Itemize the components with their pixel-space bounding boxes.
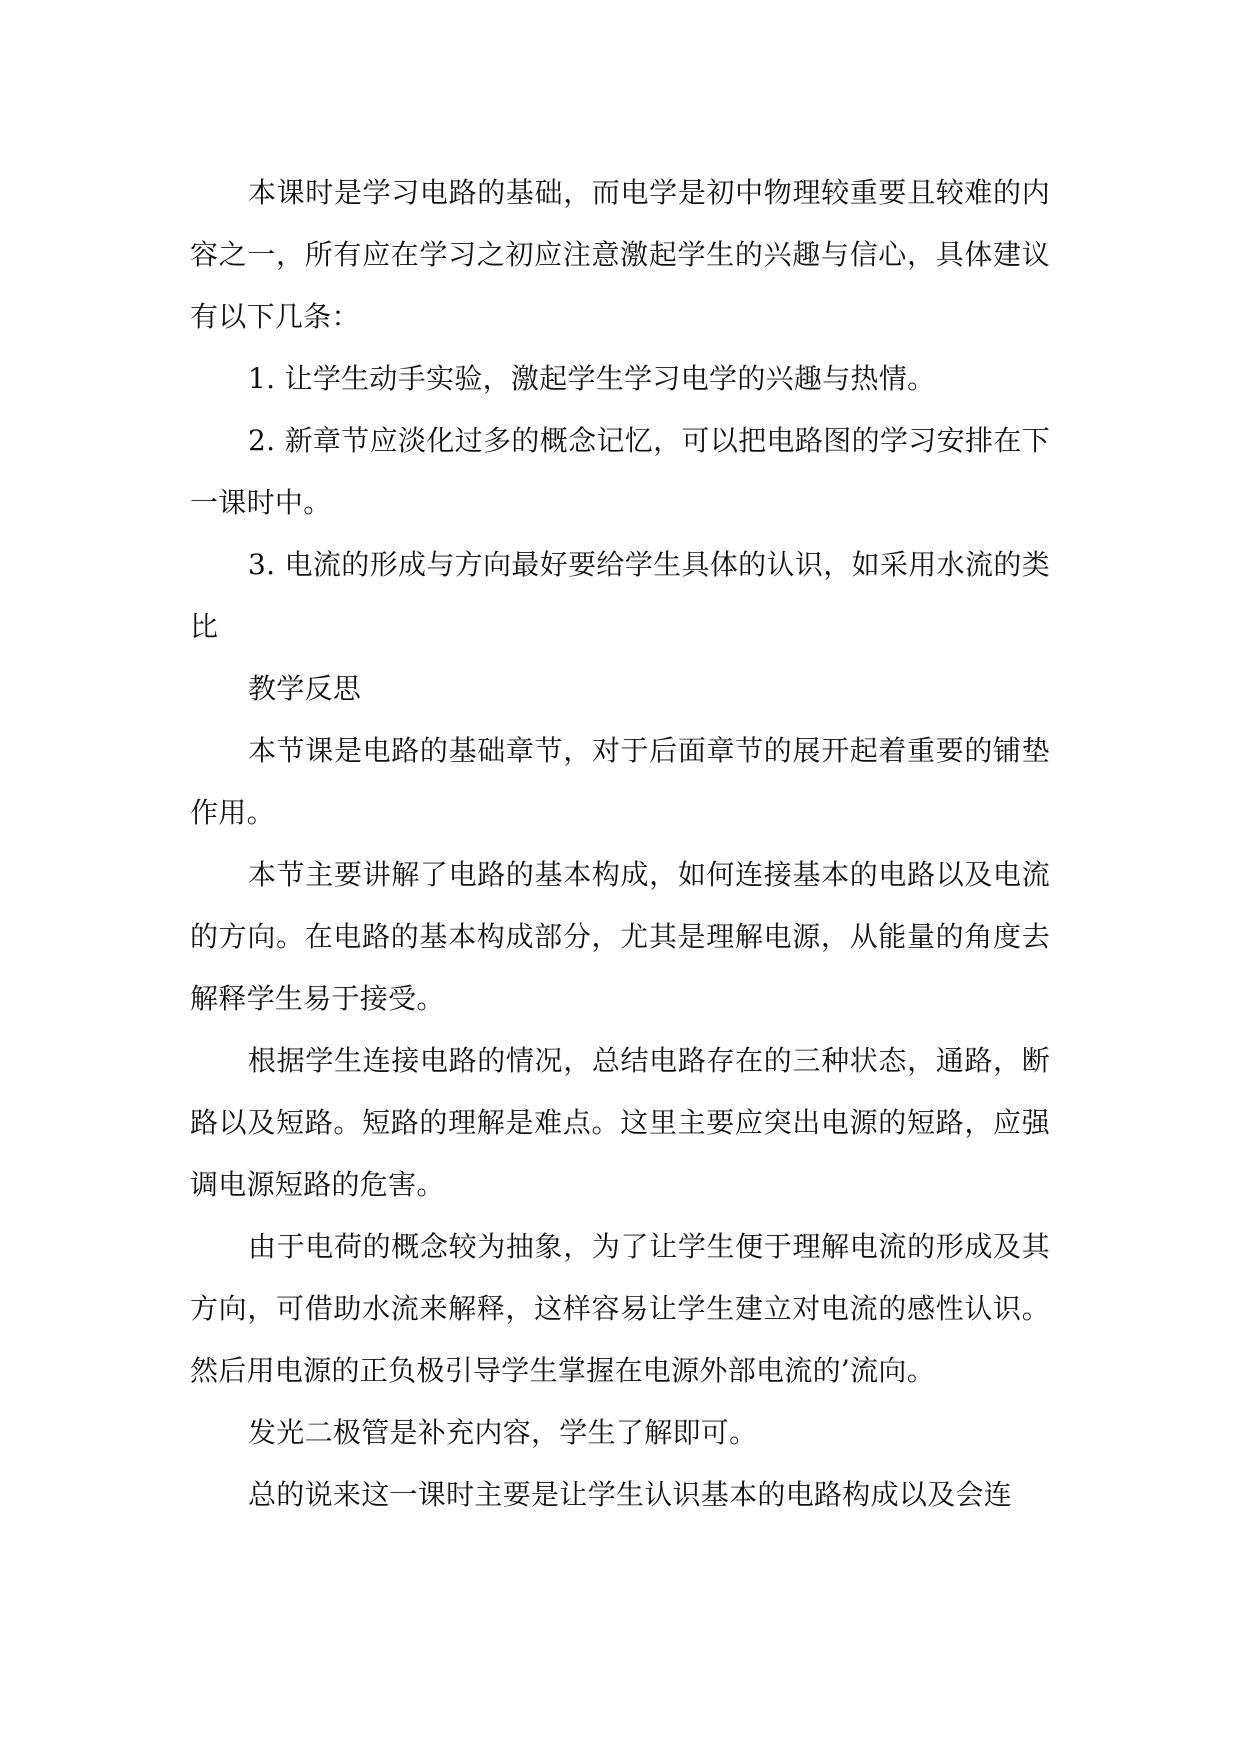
suggestion-item-1: 1. 让学生动手实验，激起学生学习电学的兴趣与热情。 [248,362,936,395]
paragraph-reflection-6: 总的说来这一课时主要是让学生认识基本的电路构成以及会连 [248,1478,1013,1511]
paragraph-reflection-3: 根据学生连接电路的情况，总结电路存在的三种状态，通路，断路以及短路。短路的理解是难点。这里主要应突出电源的短路，应强调电源短路的危害。 [190,1044,1050,1201]
document-body [190,162,1050,1526]
paragraph-reflection-2: 本节主要讲解了电路的基本构成，如何连接基本的电路以及电流的方向。在电路的基本构成部分，尤其是理解电源，从能量的角度去解释学生易于接受。 [190,858,1050,1015]
paragraph-intro: 本课时是学习电路的基础，而电学是初中物理较重要且较难的内容之一，所有应在学习之初应注意激起学生的兴趣与信心，具体建议有以下几条： [190,176,1050,333]
paragraph-reflection-1: 本节课是电路的基础章节，对于后面章节的展开起着重要的铺垫作用。 [190,734,1050,829]
paragraph-reflection-4: 由于电荷的概念较为抽象，为了让学生便于理解电流的形成及其方向，可借助水流来解释，这样容易让学生建立对电流的感性认识。然后用电源的正负极引导学生掌握在电源外部电流的’流向。 [190,1230,1050,1387]
section-heading-reflection: 教学反思 [248,672,362,705]
paragraph-reflection-5: 发光二极管是补充内容，学生了解即可。 [248,1416,758,1449]
suggestion-item-3: 3. 电流的形成与方向最好要给学生具体的认识，如采用水流的类比 [190,548,1050,643]
suggestion-item-2: 2. 新章节应淡化过多的概念记忆，可以把电路图的学习安排在下一课时中。 [190,424,1050,519]
